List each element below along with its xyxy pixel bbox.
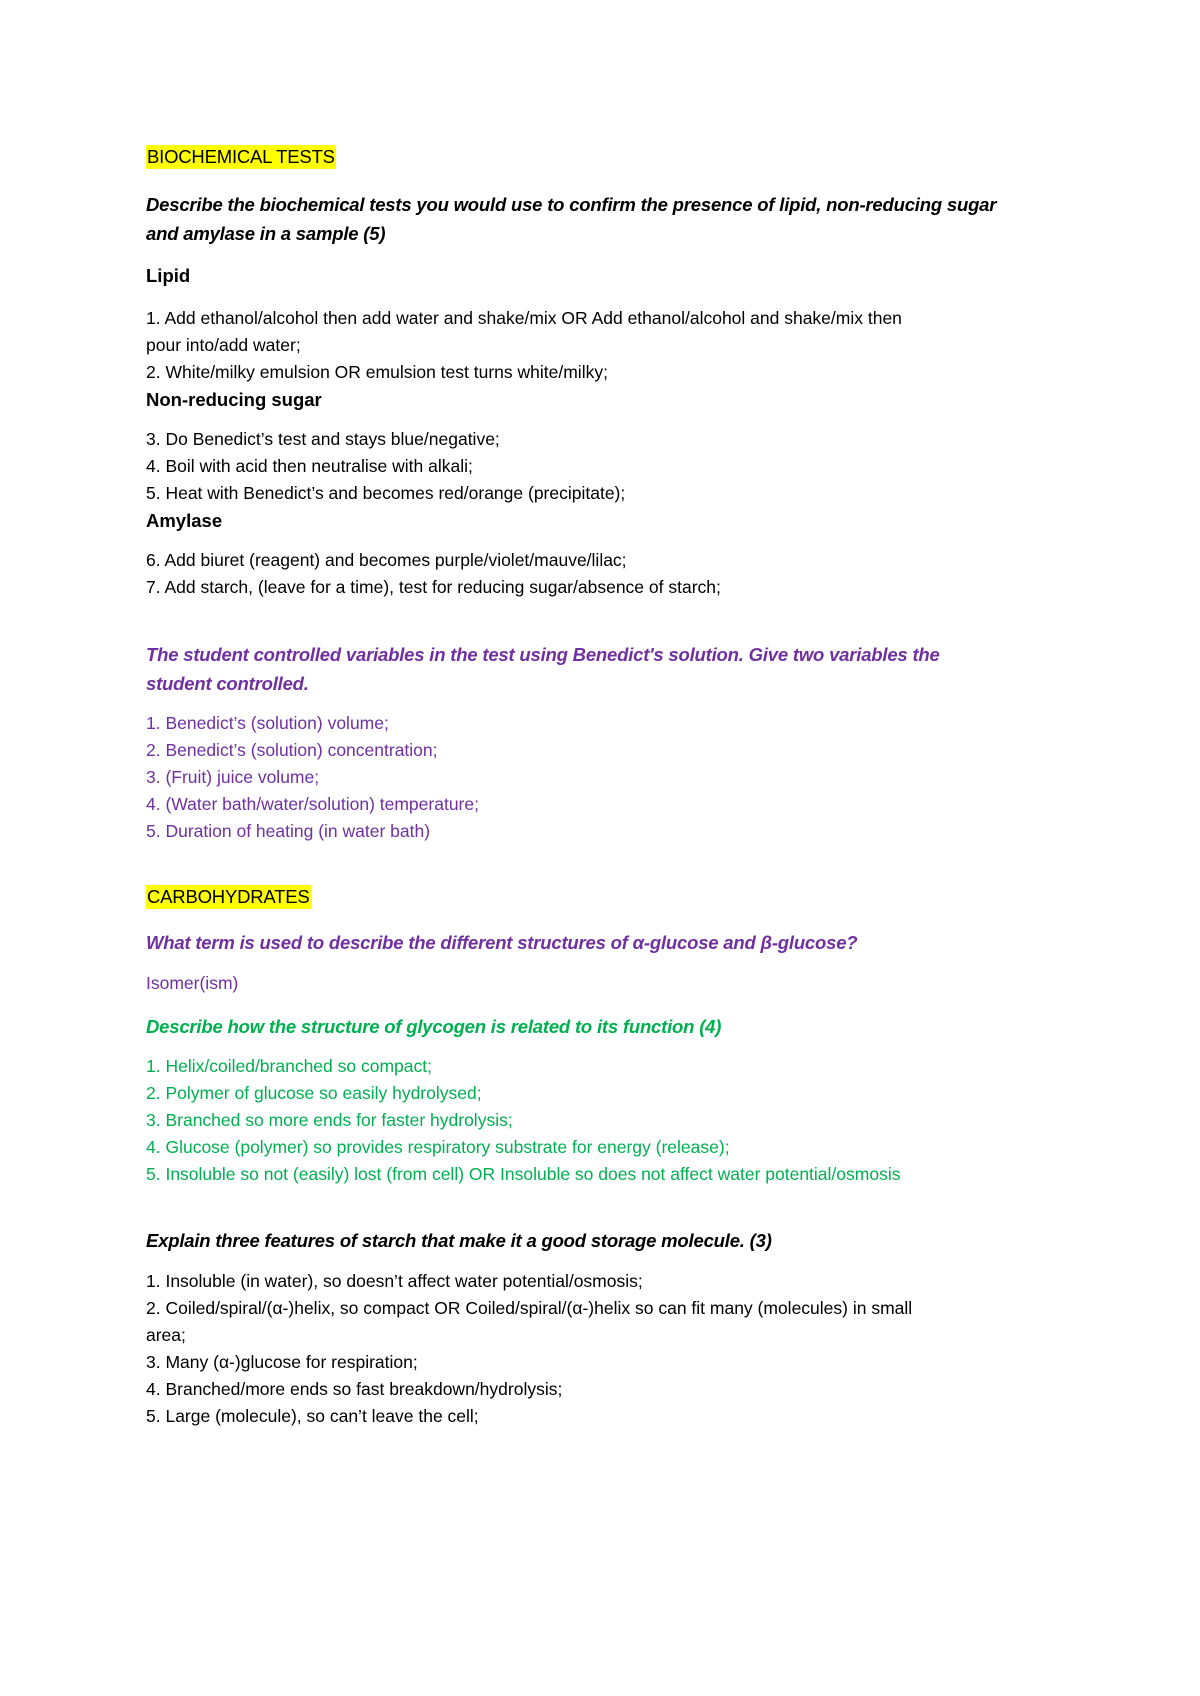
list-item: 3. (Fruit) juice volume; xyxy=(146,767,320,787)
question-biochemical-tests: Describe the biochemical tests you would use to confirm the presence of lipid, non-reducing sugar and amylase in a sample (5) xyxy=(146,194,997,244)
answer-list-amylase xyxy=(146,547,1066,601)
answer-list-glycogen xyxy=(146,1053,1066,1188)
list-item: 2. Benedict’s (solution) concentration; xyxy=(146,740,438,760)
section-heading-carbohydrates: CARBOHYDRATES xyxy=(147,886,310,907)
list-item: 1. Add ethanol/alcohol then add water and shake/mix OR Add ethanol/alcohol and shake/mix then xyxy=(146,308,902,328)
section-heading-biochemical-tests: BIOCHEMICAL TESTS xyxy=(147,146,335,167)
answer-list-controlled-variables xyxy=(146,710,1066,845)
answer-list-lipid xyxy=(146,305,1066,386)
list-item: 4. Glucose (polymer) so provides respiratory substrate for energy (release); xyxy=(146,1137,730,1157)
list-item: 2. White/milky emulsion OR emulsion test turns white/milky; xyxy=(146,362,608,382)
list-item: 2. Polymer of glucose so easily hydrolysed; xyxy=(146,1083,482,1103)
list-item: 5. Insoluble so not (easily) lost (from cell) OR Insoluble so does not affect water potential/osmosis xyxy=(146,1164,901,1184)
question-glycogen: Describe how the structure of glycogen is related to its function (4) xyxy=(146,1016,722,1037)
question-isomer: What term is used to describe the different structures of α-glucose and β-glucose? xyxy=(146,932,858,953)
list-item: 4. (Water bath/water/solution) temperature; xyxy=(146,794,479,814)
list-item: 1. Helix/coiled/branched so compact; xyxy=(146,1056,432,1076)
list-item: pour into/add water; xyxy=(146,335,301,355)
list-item: 5. Duration of heating (in water bath) xyxy=(146,821,431,841)
list-item: 6. Add biuret (reagent) and becomes purple/violet/mauve/lilac; xyxy=(146,550,627,570)
list-item: 1. Benedict’s (solution) volume; xyxy=(146,713,389,733)
subheading-amylase: Amylase xyxy=(146,510,223,531)
list-item: 7. Add starch, (leave for a time), test for reducing sugar/absence of starch; xyxy=(146,577,721,597)
answer-isomer: Isomer(ism) xyxy=(146,973,239,993)
list-item: 3. Do Benedict’s test and stays blue/negative; xyxy=(146,429,500,449)
question-controlled-variables: The student controlled variables in the test using Benedict's solution. Give two variables the student controlled. xyxy=(146,644,940,694)
list-item: 3. Branched so more ends for faster hydrolysis; xyxy=(146,1110,513,1130)
list-item: 4. Branched/more ends so fast breakdown/hydrolysis; xyxy=(146,1379,563,1399)
document-content xyxy=(146,145,1066,1430)
subheading-lipid: Lipid xyxy=(146,265,191,286)
list-item: 5. Large (molecule), so can’t leave the cell; xyxy=(146,1406,479,1426)
answer-list-non-reducing-sugar xyxy=(146,426,1066,507)
answer-list-starch xyxy=(146,1268,1066,1430)
list-item: 2. Coiled/spiral/(α-)helix, so compact OR Coiled/spiral/(α-)helix so can fit many (molecules) in small xyxy=(146,1298,913,1318)
list-item: 3. Many (α-)glucose for respiration; xyxy=(146,1352,418,1372)
list-item: area; xyxy=(146,1325,186,1345)
list-item: 4. Boil with acid then neutralise with alkali; xyxy=(146,456,473,476)
subheading-non-reducing-sugar: Non-reducing sugar xyxy=(146,389,322,410)
question-starch: Explain three features of starch that make it a good storage molecule. (3) xyxy=(146,1230,772,1251)
list-item: 5. Heat with Benedict’s and becomes red/orange (precipitate); xyxy=(146,483,626,503)
list-item: 1. Insoluble (in water), so doesn’t affect water potential/osmosis; xyxy=(146,1271,643,1291)
